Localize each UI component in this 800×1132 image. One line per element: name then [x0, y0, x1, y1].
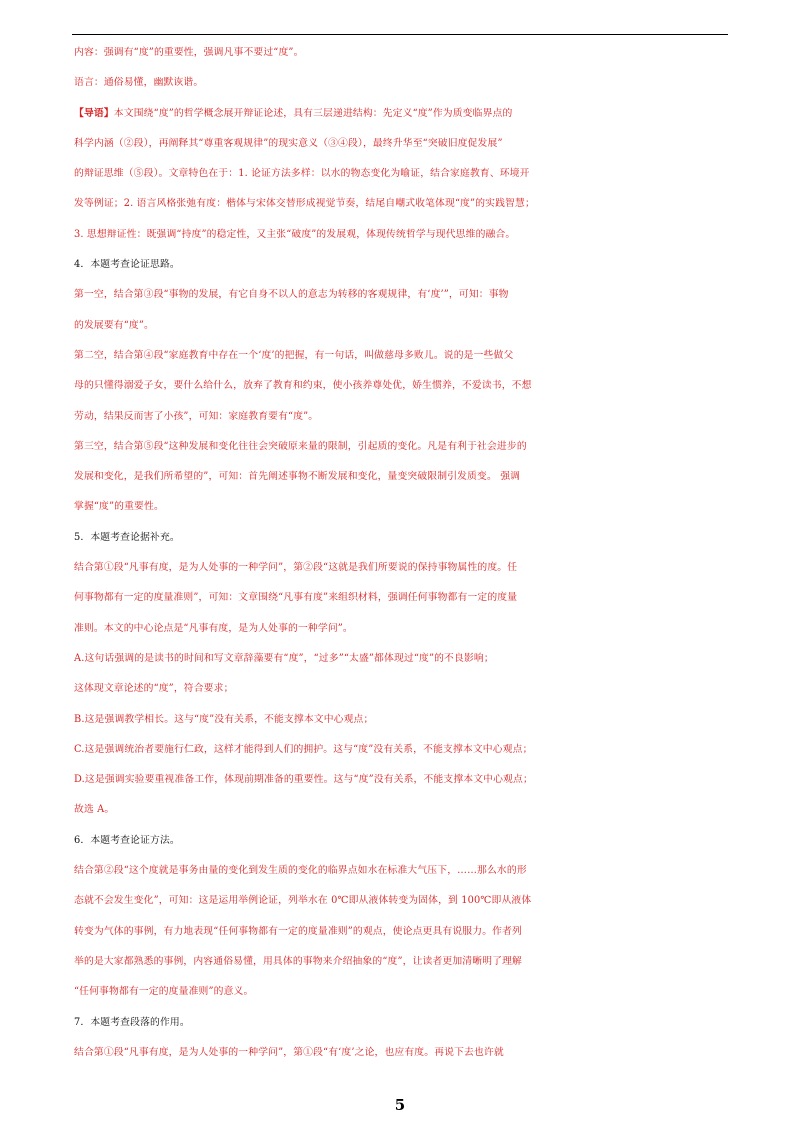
text-line-content: 发等例证；2. 语言风格张弛有度：楷体与宋体交替形成视觉节奏，结尾自嘲式收笔体现“度”的实践智慧； [74, 198, 535, 210]
text-line-content: 第一空，结合第③段“事物的发展，有它自身不以人的意志为转移的客观规律，有‘度’”，可知：事物 [74, 289, 509, 301]
text-line [74, 311, 734, 341]
text-line [74, 826, 734, 856]
text-line-content: 故选 A。 [74, 804, 115, 816]
text-line-content: C.这是强调统治者要施行仁政，这样才能得到人们的拥护。这与“度”没有关系，不能支撑本文中心观点； [74, 743, 533, 755]
text-line [74, 886, 734, 916]
text-line-content: 语言：通俗易懂，幽默诙谐。 [74, 77, 204, 89]
text-line-content: 结合第①段“凡事有度，是为人处事的一种学问”，第①段“有‘度’之论，也应有度。再说下去也许就 [74, 1046, 504, 1058]
text-line-content: 态就不会发生变化”，可知：这是运用举例论证，列举水在 0℃即从液体转变为固体，到 100℃即从液体 [74, 895, 532, 907]
text-line-content: 何事物都有一定的度量准则”，可知：文章围绕“凡事有度”来组织材料，强调任何事物都有一定的度量 [74, 592, 518, 604]
text-line-content: B.这是强调教学相长。这与“度”没有关系，不能支撑本文中心观点； [74, 713, 374, 725]
text-line [74, 614, 734, 644]
answer-text-body [74, 38, 734, 1068]
text-line [74, 765, 734, 795]
text-line-content: 发展和变化，是我们所希望的”，可知：首先阐述事物不断发展和变化，量变突破限制引发质变。 强调 [74, 471, 521, 483]
text-line [74, 38, 734, 68]
text-line-content: 3. 思想辩证性：既强调“持度”的稳定性，又主张“破度”的发展观，体现传统哲学与现代思维的融合。 [74, 228, 516, 240]
text-line-content: 的辩证思维（⑤段）。文章特色在于：1. 论证方法多样：以水的物态变化为喻证，结合家庭教育、环境开 [74, 168, 530, 180]
text-line-content: 举的是大家都熟悉的事例，内容通俗易懂，用具体的事物来介绍抽象的“度”，让读者更加清晰明了理解 [74, 955, 522, 967]
text-line-content: 4．本题考查论证思路。 [74, 259, 180, 271]
text-line [74, 705, 734, 735]
text-line-content: 这体现文章论述的“度”，符合要求； [74, 683, 234, 695]
text-line [74, 795, 734, 825]
text-line [74, 402, 734, 432]
text-line-content: 结合第①段“凡事有度，是为人处事的一种学问”，第②段“这就是我们所要说的保持事物属性的度。任 [74, 562, 518, 574]
text-line [74, 917, 734, 947]
text-line [74, 492, 734, 522]
text-line [74, 432, 734, 462]
text-line-content: 母的只懂得溺爱子女，要什么给什么，放弃了教育和约束，使小孩养尊处优，娇生惯养，不爱读书，不想 [74, 380, 532, 392]
text-line [74, 220, 734, 250]
text-line-content: D.这是强调实验要重视准备工作，体现前期准备的重要性。这与“度”没有关系，不能支撑本文中心观点； [74, 774, 533, 786]
text-line-content: 的发展要有“度”。 [74, 319, 154, 331]
text-line [74, 735, 734, 765]
text-line-content: 转变为气体的事例，有力地表现“任何事物都有一定的度量准则”的观点，使论点更具有说服力。作者列 [74, 925, 522, 937]
text-line-content: 第三空，结合第⑤段“这种发展和变化往往会突破原来量的限制，引起质的变化。凡是有利于社会进步的 [74, 440, 527, 452]
text-line-content: 结合第②段“这个度就是事务由量的变化到发生质的变化的临界点如水在标准大气压下，……那么水的形 [74, 865, 527, 877]
text-line-content: 内容：强调有“度”的重要性，强调凡事不要过“度”。 [74, 47, 304, 58]
text-line-content: “任何事物都有一定的度量准则”的意义。 [74, 986, 254, 998]
text-line [74, 68, 734, 98]
text-line-content: 7．本题考查段落的作用。 [74, 1016, 190, 1028]
text-line-content: 本文围绕“度”的哲学概念展开辩证论述，具有三层递进结构：先定义“度”作为质变临界点的 [113, 107, 513, 119]
text-line [74, 250, 734, 280]
text-line-content: 第二空，结合第④段“家庭教育中存在一个‘度’的把握，有一句话，叫做慈母多败儿。说的是一些做父 [74, 349, 514, 361]
text-line-content: A.这句话强调的是读书的时间和写文章辞藻要有“度”，“过多”“太盛”都体现过“度”的不良影响； [74, 652, 494, 664]
text-line [74, 280, 734, 310]
text-line [74, 1008, 734, 1038]
text-line [74, 977, 734, 1007]
text-line-content: 掌握“度”的重要性。 [74, 501, 164, 513]
text-line [74, 99, 734, 129]
text-line [74, 674, 734, 704]
text-line [74, 553, 734, 583]
text-line [74, 523, 734, 553]
text-line [74, 644, 734, 674]
text-line-content: 6．本题考查论证方法。 [74, 834, 180, 846]
text-line [74, 947, 734, 977]
text-line [74, 159, 734, 189]
text-line [74, 341, 734, 371]
text-line [74, 129, 734, 159]
section-marker: 【导语】 [74, 107, 114, 119]
text-line-content: 劳动，结果反而害了小孩”，可知：家庭教育要有“度”。 [74, 410, 319, 422]
page-number: 5 [394, 1096, 406, 1114]
text-line-content: 准则。本文的中心论点是“凡事有度，是为人处事的一种学问”。 [74, 622, 353, 634]
header-rule [72, 34, 728, 35]
text-line-content: 5．本题考查论据补充。 [74, 531, 180, 543]
text-line [74, 371, 734, 401]
text-line [74, 462, 734, 492]
text-line-content: 科学内涵（②段），再阐释其“尊重客观规律”的现实意义（③④段），最终升华至“突破旧度促发展” [74, 137, 503, 149]
text-line [74, 1038, 734, 1068]
text-line [74, 189, 734, 219]
text-line [74, 856, 734, 886]
text-line [74, 583, 734, 613]
